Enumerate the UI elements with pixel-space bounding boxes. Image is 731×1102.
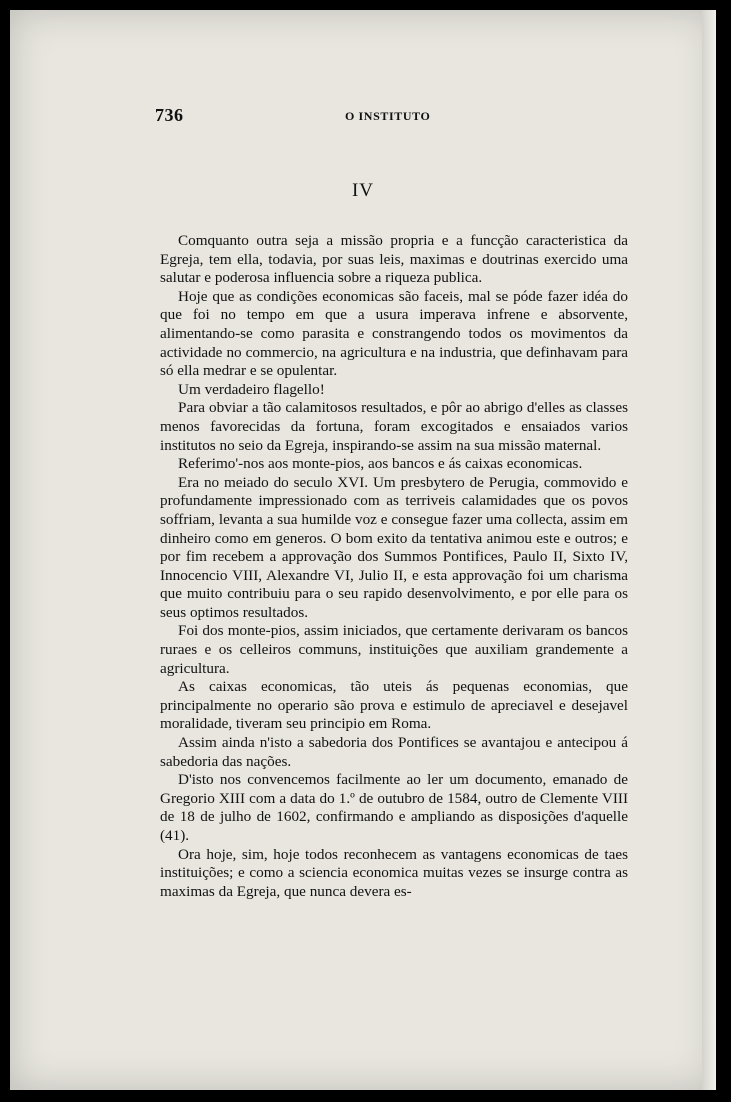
- paragraph: Para obviar a tão calamitosos resultados, e pôr ao abrigo d'elles as classes menos favorecidas da fortuna, foram excogitados e ensaiados varios institutos no seio da Egreja, inspirando-se assim na sua missão maternal.: [160, 399, 628, 454]
- paragraph: As caixas economicas, tão uteis ás pequenas economias, que principalmente no operario são prova e estimulo de apreciavel e desejavel moralidade, tiveram seu principio em Roma.: [160, 678, 628, 733]
- running-title: O INSTITUTO: [345, 109, 431, 123]
- paragraph: Um verdadeiro flagello!: [178, 380, 325, 398]
- paragraph: D'isto nos convencemos facilmente ao ler um documento, emanado de Gregorio XIII com a data do 1.º de outubro de 1584, outro de Clemente VIII de 18 de julho de 1602, confirmando e ampliando as disposições d'aquelle (41).: [160, 771, 628, 844]
- paragraph: Comquanto outra seja a missão propria e a funcção caracteristica da Egreja, tem ella, todavia, por suas leis, maximas e doutrinas exercido uma salutar e poderosa influencia sobre a riqueza publica.: [160, 232, 628, 287]
- page-number: 736: [155, 105, 184, 125]
- page-edge: [702, 10, 716, 1090]
- paragraph: Era no meiado do seculo XVI. Um presbytero de Perugia, commovido e profundamente impressionado com as terriveis calamidades que os povos soffriam, levanta a sua humilde voz e consegue fazer uma collecta, assim em dinheiro como em generos. O bom exito da tentativa animou este e outros; e por fim recebem a approvação dos Summos Pontifices, Paulo II, Sixto IV, Innocencio VIII, Alexandre VI, Julio II, e esta approvação foi um charisma que muito contribuiu para o seu rapido desenvolvimento, e por elle para os seus optimos resultados.: [160, 473, 628, 621]
- page-header: [155, 105, 630, 129]
- section-heading: IV: [351, 180, 375, 201]
- paragraph: Foi dos monte-pios, assim iniciados, que certamente derivaram os bancos ruraes e os celleiros communs, instituições que auxiliam grandemente a agricultura.: [160, 622, 628, 677]
- paragraph: Ora hoje, sim, hoje todos reconhecem as vantagens economicas de taes instituições; e como a sciencia economica muitas vezes se insurge contra as maximas da Egreja, que nunca devera es-: [160, 845, 628, 900]
- paragraph: Assim ainda n'isto a sabedoria dos Pontifices se avantajou e antecipou á sabedoria das nações.: [160, 734, 628, 770]
- paragraph: Hoje que as condições economicas são faceis, mal se póde fazer idéa do que foi no tempo em que a usura imperava infrene e absorvente, alimentando-se como parasita e constrangendo todos os movimentos da actividade no commercio, na agricultura e na industria, que definhavam para só ella medrar e se opulentar.: [160, 287, 628, 380]
- body-text: [160, 232, 628, 901]
- paragraph: Referimo'-nos aos monte-pios, aos bancos e ás caixas economicas.: [178, 455, 583, 473]
- book-page: [10, 10, 716, 1090]
